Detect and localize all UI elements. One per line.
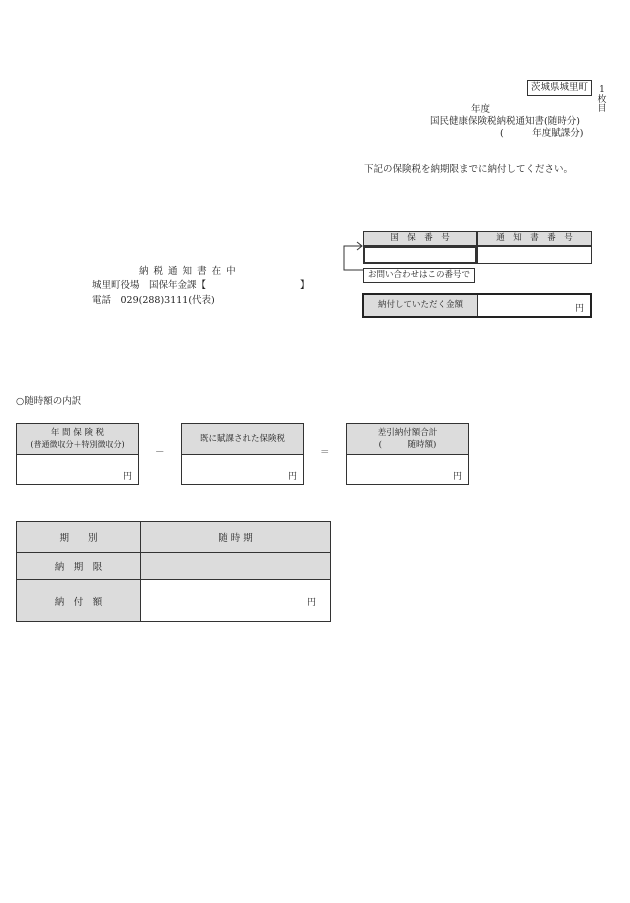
inquiry-note: お問い合わせはこの番号で: [363, 268, 475, 283]
payment-amount-label: 納付していただく金額: [364, 295, 478, 316]
due-date-label: 納 期 限: [17, 553, 141, 580]
sheet-unit: 枚目: [597, 95, 607, 114]
payment-cell: [141, 580, 331, 622]
notice-number-header: 通 知 書 番 号: [477, 231, 592, 246]
already-assessed-unit: 円: [287, 472, 297, 482]
municipality-label: 茨城県城里町: [527, 80, 592, 96]
sheet-count: 1: [599, 85, 605, 95]
assessment-year: ( 年度賦課分): [500, 128, 584, 139]
annual-tax-unit: 円: [122, 472, 132, 482]
equals-sign: ＝: [320, 447, 330, 458]
payment-unit: 円: [306, 598, 316, 608]
office-phone: 電話 029(288)3111(代表): [92, 295, 215, 306]
already-assessed-label: 既に賦課された保険税: [182, 424, 303, 455]
period-label: 期 別: [17, 522, 141, 553]
payment-amount-box: [362, 293, 592, 318]
breakdown-heading: ○随時額の内訳: [16, 396, 82, 407]
payment-label: 納 付 額: [17, 580, 141, 622]
notice-number-field: [477, 246, 592, 264]
instruction-text: 下記の保険税を納期限までに納付してください。: [364, 164, 574, 175]
difference-unit: 円: [452, 472, 462, 482]
payment-amount-value: [478, 295, 590, 316]
notice-enclosed-label: 納 税 通 知 書 在 中: [139, 266, 237, 277]
minus-sign: －: [155, 447, 165, 458]
annual-tax-label: 年 間 保 険 税: [50, 428, 105, 438]
kokuho-number-field: [363, 246, 477, 264]
difference-box: [346, 423, 469, 485]
office-bracket-close: 】: [300, 280, 310, 291]
office-name: 城里町役場 国保年金課【: [92, 280, 207, 291]
annual-tax-sublabel: (普通徴収分＋特別徴収分): [30, 440, 125, 449]
fiscal-year: 年度: [471, 104, 491, 115]
table-row: [17, 580, 331, 622]
difference-sublabel: ( 随時額): [378, 440, 437, 450]
period-value: 随 時 期: [141, 522, 331, 553]
table-row: [17, 522, 331, 553]
document-title: 国民健康保険税納税通知書(随時分): [430, 116, 580, 127]
schedule-table: [16, 521, 331, 622]
kokuho-number-header: 国 保 番 号: [363, 231, 477, 246]
payment-amount-unit: 円: [574, 304, 584, 314]
already-assessed-box: [181, 423, 304, 485]
annual-tax-box: [16, 423, 139, 485]
due-date-value: [141, 553, 331, 580]
difference-label: 差引納付額合計: [377, 428, 438, 438]
table-row: [17, 553, 331, 580]
